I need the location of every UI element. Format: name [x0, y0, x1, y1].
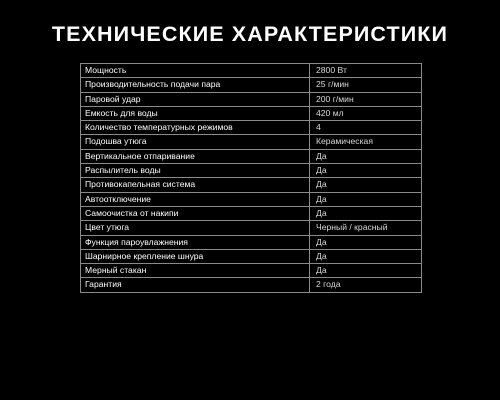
spec-value: 200 г/мин — [310, 92, 422, 106]
table-row — [81, 178, 422, 192]
spec-label: Мерный стакан — [81, 264, 310, 278]
spec-value: Керамическая — [310, 135, 422, 149]
table-row — [81, 206, 422, 220]
spec-value: Да — [310, 235, 422, 249]
spec-label: Самоочистка от накипи — [81, 206, 310, 220]
spec-value: Да — [310, 249, 422, 263]
spec-value: Черный / красный — [310, 221, 422, 235]
spec-value: Да — [310, 178, 422, 192]
spec-label: Емкость для воды — [81, 106, 310, 120]
spec-value: 4 — [310, 121, 422, 135]
spec-label: Автоотключение — [81, 192, 310, 206]
spec-label: Производительность подачи пара — [81, 78, 310, 92]
table-row — [81, 121, 422, 135]
spec-label: Количество температурных режимов — [81, 121, 310, 135]
spec-label: Мощность — [81, 64, 310, 78]
spec-label: Функция пароувлажнения — [81, 235, 310, 249]
spec-value: 2800 Вт — [310, 64, 422, 78]
spec-label: Подошва утюга — [81, 135, 310, 149]
spec-label: Вертикальное отпаривание — [81, 149, 310, 163]
table-row — [81, 64, 422, 78]
spec-label: Паровой удар — [81, 92, 310, 106]
spec-label: Шарнирное крепление шнура — [81, 249, 310, 263]
table-row — [81, 78, 422, 92]
spec-value: 25 г/мин — [310, 78, 422, 92]
table-row — [81, 221, 422, 235]
spec-value: Да — [310, 192, 422, 206]
spec-label: Распылитель воды — [81, 164, 310, 178]
spec-label: Цвет утюга — [81, 221, 310, 235]
table-row — [81, 149, 422, 163]
spec-value: 420 мл — [310, 106, 422, 120]
table-row — [81, 164, 422, 178]
spec-value: Да — [310, 164, 422, 178]
table-row — [81, 264, 422, 278]
table-row — [81, 106, 422, 120]
table-row — [81, 135, 422, 149]
spec-value: Да — [310, 206, 422, 220]
table-row — [81, 192, 422, 206]
spec-value: Да — [310, 264, 422, 278]
table-row — [81, 249, 422, 263]
page-title: ТЕХНИЧЕСКИЕ ХАРАКТЕРИСТИКИ — [51, 22, 449, 46]
spec-value: 2 года — [310, 278, 422, 292]
spec-label: Противокапельная система — [81, 178, 310, 192]
table-row — [81, 278, 422, 292]
spec-label: Гарантия — [81, 278, 310, 292]
table-row — [81, 92, 422, 106]
specs-table — [80, 63, 422, 293]
spec-value: Да — [310, 149, 422, 163]
table-row — [81, 235, 422, 249]
